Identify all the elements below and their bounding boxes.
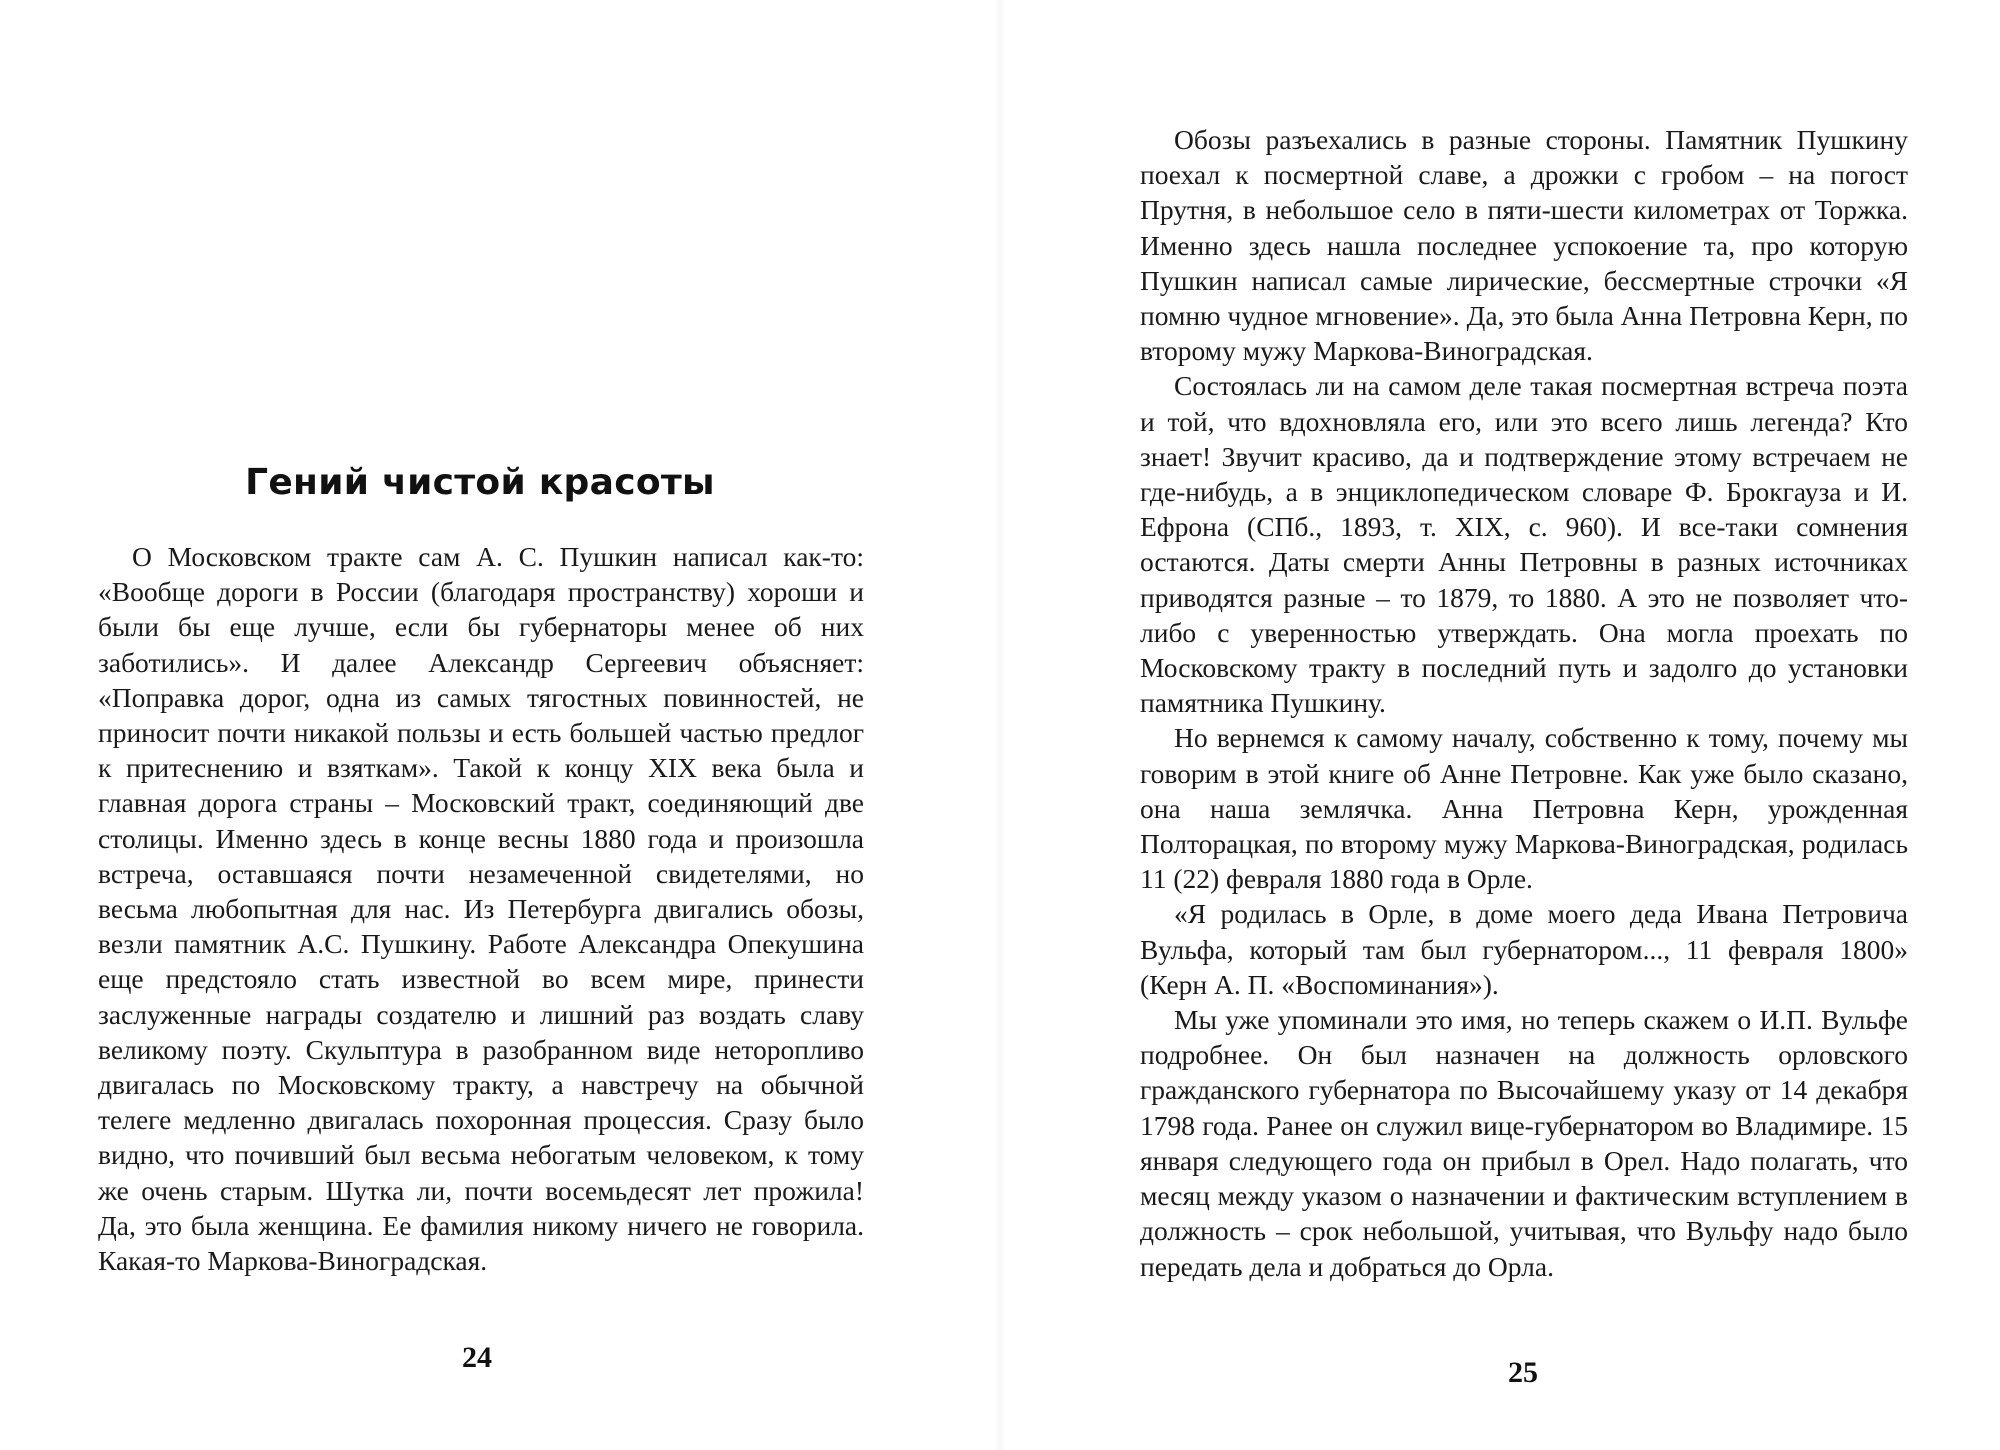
chapter-title: Гений чистой красоты (245, 462, 715, 503)
right-page-text (1140, 122, 1908, 1284)
paragraph: Состоялась ли на самом деле такая посмертная встреча поэта и той, что вдохновляла его, или это всего лишь легенда? Кто знает! Звучит красиво, да и подтверждение этому встречаем не где-нибудь, а в энциклопедическом словаре Ф. Брокгауза и И. Ефрона (СПб., 1893, т. XIX, с. 960). И все-таки сомнения остаются. Даты смерти Анны Петровны в разных источниках приводятся разные – то 1879, то 1880. А это не позволяет что-либо с уверенностью утверждать. Она могла проехать по Московскому тракту в последний путь и задолго до установки памятника Пушкину. (1140, 370, 1908, 719)
paragraph: О Московском тракте сам А. С. Пушкин написал как-то: «Вообще дороги в России (благодаря пространству) хороши и были бы еще лучше, если бы губернаторы менее об них заботились». И далее Александр Сергеевич объясняет: «Поправка дорог, одна из самых тягостных повинностей, не приносит почти никакой пользы и есть большей частью предлог к притеснению и взяткам». Такой к концу XIX века была и главная дорога страны – Московский тракт, соединяющий две столицы. Именно здесь в конце весны 1880 года и произошла встреча, оставшаяся почти незамеченной свидетелями, но весьма любопытная для нас. Из Петербурга двигались обозы, везли памятник А.С. Пушкину. Работе Александра Опекушина еще предстояло стать известной во всем мире, принести заслуженные награды создателю и лишний раз воздать славу великому поэту. Скульптура в разобранном виде неторопливо двигалась по Московскому тракту, а навстречу на обычной телеге медленно двигалась похоронная процессия. Сразу было видно, что почивший был весьма небогатым человеком, к тому же очень старым. Шутка ли, почти восемьдесят лет прожила! Да, это была женщина. Ее фамилия никому ничего не говорила. Какая-то Маркова-Виноградская. (98, 541, 864, 1277)
paragraph: Но вернемся к самому началу, собственно к тому, почему мы говорим в этой книге об Анне Петровне. Как уже было сказано, она наша землячка. Анна Петровна Керн, урожденная Полторацкая, по второму мужу Маркова-Виноградская, родилась 11 (22) февраля 1880 года в Орле. (1140, 722, 1908, 895)
right-page (1000, 0, 2000, 1450)
page-number-right: 25 (1508, 1356, 1538, 1389)
paragraph: Мы уже упоминали это имя, но теперь скажем о И.П. Вульфе подробнее. Он был назначен на должность орловского гражданского губернатора по Высочайшему указу от 14 декабря 1798 года. Ранее он служил вице-губернатором во Владимире. 15 января следующего года он прибыл в Орел. Надо полагать, что месяц между указом о назначении и фактическим вступлением в должность – срок небольшой, учитывая, что Вульфу надо было передать дела и добраться до Орла. (1140, 1004, 1908, 1282)
paragraph: Обозы разъехались в разные стороны. Памятник Пушкину поехал к посмертной славе, а дрожки с гробом – на погост Прутня, в небольшое село в пяти-шести километрах от Торжка. Именно здесь нашла последнее успокоение та, про которую Пушкин написал самые лирические, бессмертные строчки «Я помню чудное мгновение». Да, это была Анна Петровна Керн, по второму мужу Маркова-Виноградская. (1140, 124, 1908, 367)
paragraph: «Я родилась в Орле, в доме моего деда Ивана Петровича Вульфа, который там был губернатором..., 11 февраля 1800» (Керн А. П. «Воспоминания»). (1140, 898, 1908, 1000)
page-number-left: 24 (462, 1341, 492, 1374)
left-page-text (98, 539, 864, 1278)
